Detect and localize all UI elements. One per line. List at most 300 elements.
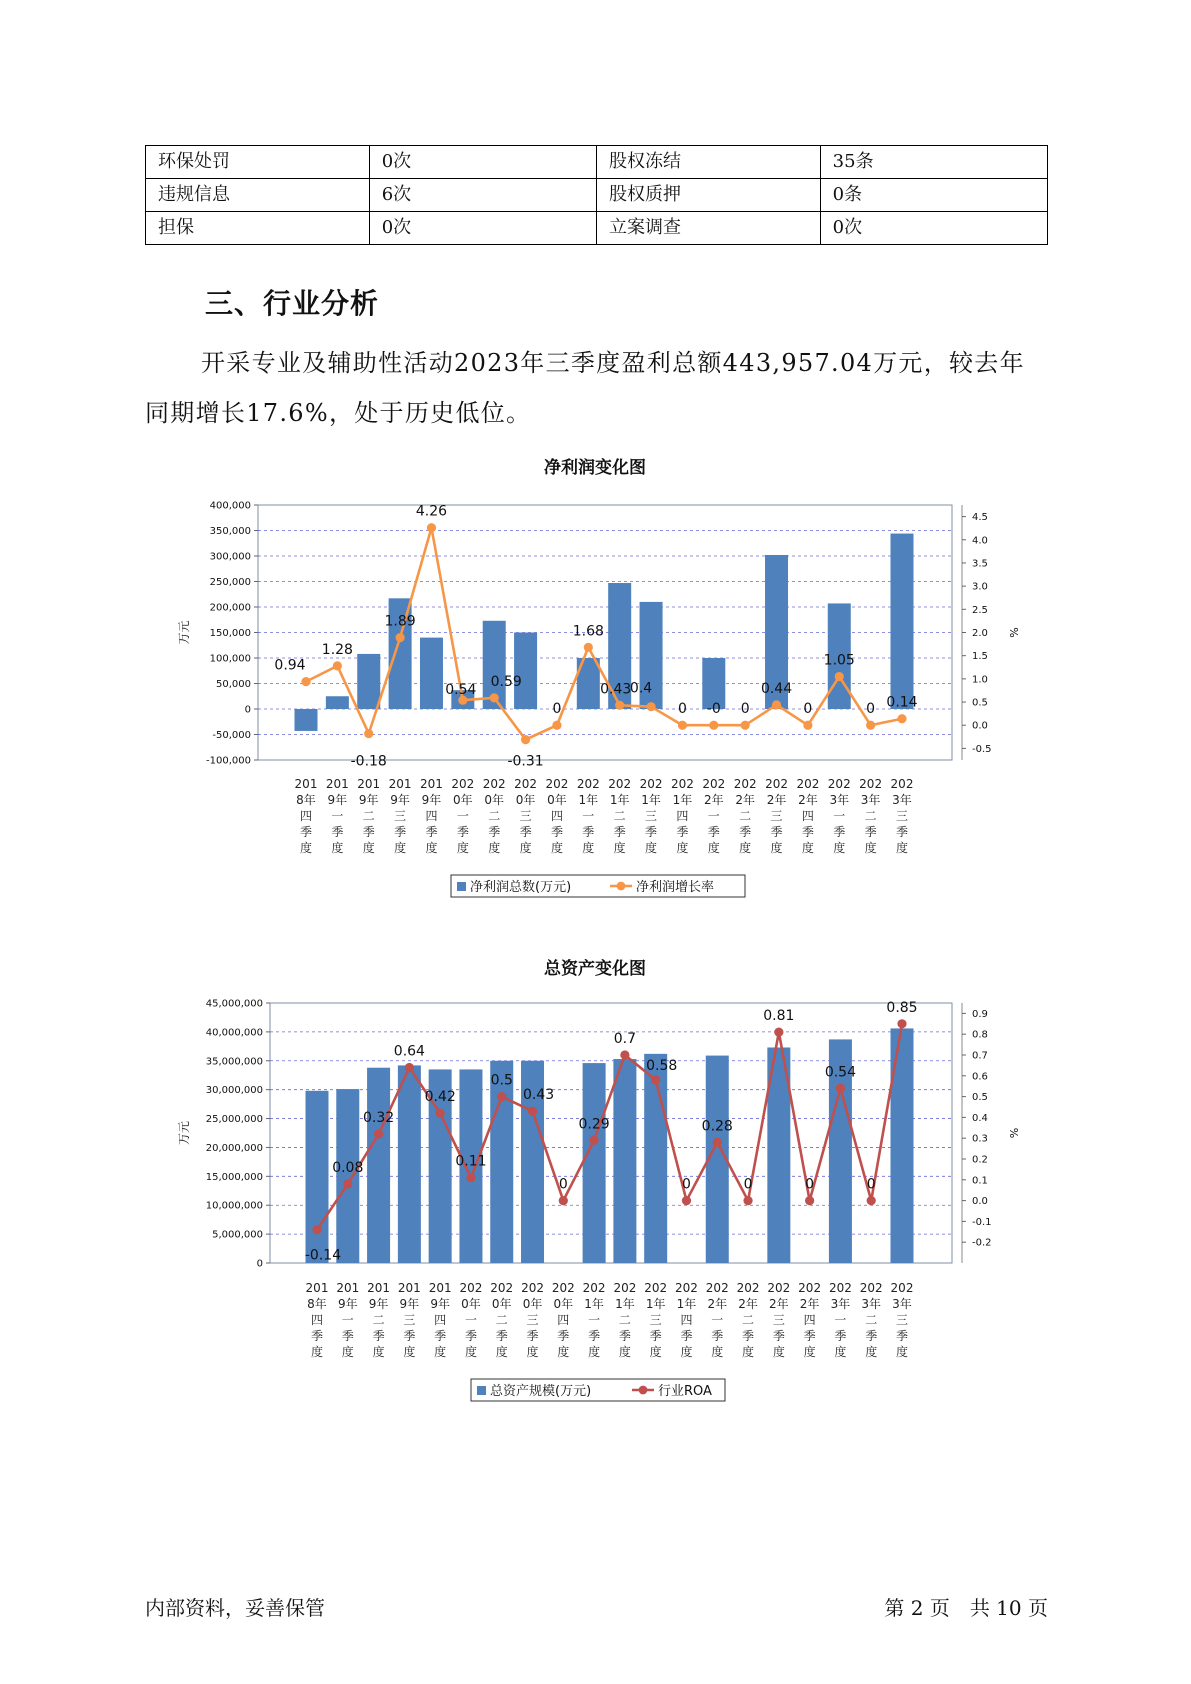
x-tick-label: 3年 <box>892 1297 912 1311</box>
data-label: -0.18 <box>350 753 387 770</box>
y-tick-label: -100,000 <box>206 755 251 767</box>
line-point <box>741 721 750 730</box>
x-tick-label: 三 <box>645 809 658 823</box>
data-label: 0.28 <box>701 1118 733 1135</box>
y-tick-label: 25,000,000 <box>205 1114 263 1126</box>
data-label: 0.85 <box>886 999 918 1016</box>
x-tick-label: 度 <box>456 841 469 855</box>
x-tick-label: 二 <box>865 1313 878 1327</box>
data-label: 0.14 <box>886 694 918 711</box>
x-tick-label: 3年 <box>892 793 912 807</box>
line-point <box>374 1129 383 1138</box>
y2-tick-label: 3.0 <box>972 581 988 593</box>
x-tick-label: 季 <box>341 1329 354 1343</box>
y-tick-label: 250,000 <box>209 577 251 588</box>
x-tick-label: 度 <box>372 1345 385 1359</box>
x-tick-label: 202 <box>545 777 569 791</box>
x-tick-label: 季 <box>680 1329 693 1343</box>
y-tick-label: 50,000 <box>216 679 251 690</box>
x-tick-label: 1年 <box>584 1297 604 1311</box>
x-tick-label: 度 <box>895 841 909 855</box>
x-tick-label: 四 <box>680 1313 693 1327</box>
data-label: 0.54 <box>445 682 477 699</box>
x-tick-label: 0年 <box>461 1297 481 1311</box>
bar <box>420 638 443 709</box>
x-tick-label: 1年 <box>672 793 693 807</box>
x-tick-label: 度 <box>488 841 501 855</box>
x-tick-label: 202 <box>890 1281 914 1295</box>
x-tick-label: 度 <box>742 1345 755 1359</box>
x-tick-label: 0年 <box>484 793 505 807</box>
x-tick-label: 202 <box>827 777 851 791</box>
y-tick-label: 100,000 <box>209 653 251 665</box>
y-tick-label: 45,000,000 <box>205 998 263 1010</box>
data-label: 0.43 <box>522 1087 555 1104</box>
data-label: 0 <box>866 701 876 718</box>
x-tick-label: 202 <box>767 1281 791 1295</box>
legend-line-label: 净利润增长率 <box>636 880 715 895</box>
x-tick-label: 度 <box>864 841 877 855</box>
y2-tick-label: -0.1 <box>972 1216 992 1228</box>
y2-tick-label: -0.5 <box>972 743 992 755</box>
x-tick-label: 202 <box>521 1281 544 1295</box>
x-tick-label: 季 <box>834 1329 847 1343</box>
x-tick-label: 202 <box>644 1281 668 1295</box>
x-tick-label: 202 <box>705 1281 729 1295</box>
x-tick-label: 9年 <box>421 793 442 807</box>
x-tick-label: 2年 <box>769 1297 789 1311</box>
x-tick-label: 度 <box>865 1345 878 1359</box>
data-label: 0.43 <box>600 681 632 698</box>
y2-tick-label: 0.9 <box>972 1008 988 1020</box>
y2-tick-label: -0.2 <box>972 1237 992 1249</box>
x-tick-label: 二 <box>613 809 626 823</box>
x-tick-label: 202 <box>733 777 757 791</box>
x-tick-label: 0年 <box>453 793 473 807</box>
x-tick-label: 度 <box>394 841 407 855</box>
x-tick-label: 202 <box>736 1281 760 1295</box>
x-tick-label: 度 <box>680 1345 693 1359</box>
y-tick-label: -50,000 <box>212 730 251 741</box>
x-tick-label: 9年 <box>358 793 379 807</box>
line-point <box>803 721 812 730</box>
y-tick-label: 15,000,000 <box>205 1171 263 1183</box>
x-tick-label: 季 <box>739 825 752 839</box>
x-tick-label: 三 <box>649 1313 662 1327</box>
table-row <box>146 212 1048 245</box>
data-label: 0 <box>743 1176 753 1193</box>
x-tick-label: 四 <box>550 809 563 823</box>
x-tick-label: 季 <box>895 825 909 839</box>
chart-svg <box>0 950 1191 1410</box>
table-label-cell: 股权冻结 <box>596 146 820 179</box>
x-tick-label: 度 <box>588 1345 601 1359</box>
x-tick-label: 202 <box>459 1281 483 1295</box>
bar <box>644 1054 667 1263</box>
x-tick-label: 季 <box>550 825 563 839</box>
legend-bar-swatch <box>477 1386 486 1395</box>
risk-info-table <box>145 145 1048 245</box>
x-tick-label: 季 <box>456 825 469 839</box>
x-tick-label: 度 <box>833 841 846 855</box>
x-tick-label: 202 <box>828 1281 852 1295</box>
y-tick-label: 150,000 <box>209 628 251 639</box>
x-tick-label: 一 <box>331 809 344 823</box>
bar <box>357 654 380 709</box>
data-label: 4.26 <box>415 503 448 520</box>
x-tick-label: 一 <box>834 1313 847 1327</box>
x-tick-label: 季 <box>649 1329 662 1343</box>
data-label: 0.59 <box>490 673 522 690</box>
table-row <box>146 146 1048 179</box>
y2-tick-label: 0.5 <box>972 697 988 709</box>
x-tick-label: 一 <box>464 1313 477 1327</box>
bar <box>583 1063 606 1263</box>
x-tick-label: 季 <box>372 1329 385 1343</box>
x-tick-label: 二 <box>742 1313 755 1327</box>
x-tick-label: 202 <box>796 777 820 791</box>
y-tick-label: 5,000,000 <box>212 1229 263 1241</box>
footer-page-number: 第 2 页 共 10 页 <box>884 1596 1048 1620</box>
line-point <box>835 672 844 681</box>
line-point <box>590 1136 599 1145</box>
x-tick-label: 2年 <box>766 793 787 807</box>
x-tick-label: 9年 <box>368 1297 389 1311</box>
data-label: 0 <box>740 701 750 718</box>
x-tick-label: 9年 <box>327 793 348 807</box>
y2-tick-label: 2.5 <box>972 604 988 616</box>
x-tick-label: 202 <box>765 777 788 791</box>
x-tick-label: 季 <box>833 825 846 839</box>
x-tick-label: 2年 <box>703 793 724 807</box>
y2-tick-label: 2.0 <box>972 628 988 639</box>
x-tick-label: 季 <box>310 1329 324 1343</box>
x-tick-label: 季 <box>557 1329 570 1343</box>
x-tick-label: 季 <box>711 1329 724 1343</box>
x-tick-label: 一 <box>588 1313 601 1327</box>
chart-title: 净利润变化图 <box>544 458 646 478</box>
x-tick-label: 度 <box>707 841 720 855</box>
y-tick-label: 350,000 <box>209 526 251 537</box>
line-point <box>343 1179 352 1188</box>
bar <box>326 696 349 709</box>
x-tick-label: 度 <box>464 1345 477 1359</box>
x-tick-label: 度 <box>711 1345 724 1359</box>
data-label: 0.5 <box>490 1072 513 1089</box>
x-tick-label: 季 <box>403 1329 416 1343</box>
x-tick-label: 0年 <box>515 793 536 807</box>
x-tick-label: 季 <box>425 825 438 839</box>
x-tick-label: 度 <box>739 841 752 855</box>
x-tick-label: 度 <box>403 1345 416 1359</box>
y2-tick-label: 1.5 <box>972 651 988 663</box>
line-point <box>682 1196 691 1205</box>
x-tick-label: 二 <box>618 1313 631 1327</box>
x-tick-label: 度 <box>519 841 532 855</box>
line-point <box>774 1028 783 1037</box>
table-label-cell: 担保 <box>146 212 370 245</box>
x-tick-label: 度 <box>770 841 783 855</box>
data-label: 0.94 <box>274 657 306 674</box>
x-tick-label: 201 <box>336 1281 360 1295</box>
x-tick-label: 202 <box>639 777 663 791</box>
y-tick-label: 30,000,000 <box>205 1085 263 1097</box>
x-tick-label: 四 <box>434 1313 447 1327</box>
x-tick-label: 202 <box>675 1281 698 1295</box>
x-tick-label: 一 <box>456 809 469 823</box>
table-value-cell: 0条 <box>820 179 1047 212</box>
line-point <box>301 677 310 686</box>
x-tick-label: 四 <box>803 1313 816 1327</box>
line-point <box>497 1092 506 1101</box>
data-label: 1.68 <box>572 623 604 640</box>
x-tick-label: 202 <box>482 777 506 791</box>
legend-line-label: 行业ROA <box>658 1384 712 1399</box>
legend-line-marker <box>617 882 626 891</box>
x-tick-label: 季 <box>707 825 720 839</box>
x-tick-label: 一 <box>711 1313 724 1327</box>
line-point <box>552 721 561 730</box>
bar <box>613 1059 636 1263</box>
x-tick-label: 季 <box>519 825 532 839</box>
x-tick-label: 季 <box>588 1329 601 1343</box>
data-label: 0.81 <box>763 1008 795 1025</box>
data-label: 0 <box>552 701 562 718</box>
x-tick-label: 201 <box>367 1281 391 1295</box>
bar <box>367 1068 390 1263</box>
data-label: 1.28 <box>321 641 353 658</box>
net-profit-chart <box>0 455 1191 925</box>
line-point <box>646 702 655 711</box>
x-tick-label: 202 <box>702 777 726 791</box>
x-tick-label: 3年 <box>829 793 850 807</box>
x-tick-label: 度 <box>310 1345 324 1359</box>
bar <box>295 709 318 731</box>
x-tick-label: 季 <box>495 1329 508 1343</box>
section-heading: 三、行业分析 <box>205 287 380 320</box>
line-point <box>620 1050 629 1059</box>
x-tick-label: 201 <box>397 1281 421 1295</box>
table-row <box>146 179 1048 212</box>
x-tick-label: 201 <box>294 777 318 791</box>
y-tick-label: 400,000 <box>209 500 251 512</box>
table-label-cell: 环保处罚 <box>146 146 370 179</box>
line-point <box>772 700 781 709</box>
bar <box>891 534 914 709</box>
x-tick-label: 2年 <box>799 1297 820 1311</box>
data-label: 0 <box>558 1176 568 1193</box>
x-tick-label: 202 <box>670 777 694 791</box>
chart-title: 总资产变化图 <box>544 959 646 979</box>
data-label: 0.7 <box>613 1031 637 1047</box>
x-tick-label: 二 <box>372 1313 385 1327</box>
x-tick-label: 9年 <box>390 793 410 807</box>
data-label: 0 <box>805 1176 815 1193</box>
x-tick-label: 四 <box>801 809 814 823</box>
data-label: -0.14 <box>304 1247 342 1264</box>
table-label-cell: 立案调查 <box>596 212 820 245</box>
x-tick-label: 四 <box>557 1313 570 1327</box>
table-value-cell: 6次 <box>369 179 596 212</box>
x-tick-label: 3年 <box>861 1297 882 1311</box>
x-tick-label: 四 <box>676 809 689 823</box>
data-label: 0.42 <box>424 1089 456 1106</box>
data-label: -0.31 <box>507 753 544 770</box>
x-tick-label: 202 <box>798 1281 822 1295</box>
x-tick-label: 二 <box>362 809 375 823</box>
x-tick-label: 一 <box>833 809 846 823</box>
y2-tick-label: 0.1 <box>972 1175 988 1187</box>
y2-tick-label: 4.5 <box>972 512 988 524</box>
x-tick-label: 二 <box>495 1313 508 1327</box>
line-point <box>866 721 875 730</box>
line-point <box>836 1084 845 1093</box>
x-tick-label: 201 <box>388 777 412 791</box>
y-axis-title: 万元 <box>177 1120 191 1146</box>
y2-tick-label: 4.0 <box>972 535 988 547</box>
y2-tick-label: 3.5 <box>972 558 988 570</box>
x-tick-label: 度 <box>895 1345 909 1359</box>
section-paragraph: 开采专业及辅助性活动2023年三季度盈利总额443,957.04万元，较去年同期增长17.6%，处于历史低位。 <box>145 349 1025 427</box>
table-label-cell: 违规信息 <box>146 179 370 212</box>
x-tick-label: 二 <box>488 809 501 823</box>
y2-tick-label: 0.0 <box>972 1196 988 1208</box>
y2-tick-label: 0.5 <box>972 1092 988 1104</box>
x-tick-label: 度 <box>803 1345 816 1359</box>
line-point <box>312 1225 321 1234</box>
x-tick-label: 202 <box>490 1281 514 1295</box>
data-label: 0.32 <box>362 1110 395 1127</box>
x-tick-label: 度 <box>362 841 375 855</box>
y-tick-label: 35,000,000 <box>205 1056 263 1068</box>
x-tick-label: 季 <box>645 825 658 839</box>
x-tick-label: 202 <box>576 777 600 791</box>
line-point <box>333 661 342 670</box>
x-tick-label: 201 <box>305 1281 329 1295</box>
y2-tick-label: 0.0 <box>972 720 988 732</box>
y-tick-label: 10,000,000 <box>205 1200 263 1212</box>
x-tick-label: 201 <box>325 777 349 791</box>
x-tick-label: 季 <box>801 825 814 839</box>
x-tick-label: 季 <box>895 1329 909 1343</box>
line-point <box>743 1196 752 1205</box>
x-tick-label: 一 <box>341 1313 354 1327</box>
x-tick-label: 201 <box>428 1281 452 1295</box>
x-tick-label: 度 <box>613 841 626 855</box>
y-axis-title: 万元 <box>177 620 191 645</box>
data-label: 0.4 <box>629 680 653 697</box>
y2-axis-title: % <box>1007 1127 1020 1139</box>
bar <box>336 1089 359 1263</box>
total-assets-chart <box>0 950 1191 1410</box>
x-tick-label: 度 <box>645 841 658 855</box>
line-point <box>584 643 593 652</box>
x-tick-label: 度 <box>299 841 313 855</box>
table-label-cell: 股权质押 <box>596 179 820 212</box>
x-tick-label: 202 <box>890 777 914 791</box>
line-point <box>521 735 530 744</box>
x-tick-label: 度 <box>772 1345 785 1359</box>
y-tick-label: 20,000,000 <box>205 1142 263 1154</box>
x-tick-label: 三 <box>519 809 532 823</box>
x-tick-label: 201 <box>420 777 443 791</box>
x-tick-label: 季 <box>434 1329 447 1343</box>
y2-tick-label: 1.0 <box>972 674 988 686</box>
x-tick-label: 季 <box>803 1329 816 1343</box>
x-tick-label: 202 <box>514 777 538 791</box>
x-tick-label: 度 <box>434 1345 447 1359</box>
table-value-cell: 0次 <box>369 146 596 179</box>
x-tick-label: 季 <box>618 1329 631 1343</box>
x-tick-label: 季 <box>676 825 689 839</box>
x-tick-label: 1年 <box>609 793 630 807</box>
data-label: 0 <box>677 701 687 718</box>
y2-tick-label: 0.2 <box>972 1154 988 1166</box>
x-tick-label: 9年 <box>399 1297 420 1311</box>
data-label: 0.44 <box>760 680 793 697</box>
x-tick-label: 度 <box>801 841 814 855</box>
data-label: 0.54 <box>824 1064 857 1081</box>
line-point <box>678 721 687 730</box>
x-tick-label: 四 <box>310 1313 324 1327</box>
y2-tick-label: 0.3 <box>972 1133 988 1145</box>
x-tick-label: 二 <box>864 809 877 823</box>
y-tick-label: 0 <box>256 1258 263 1270</box>
line-point <box>396 633 405 642</box>
x-tick-label: 季 <box>770 825 783 839</box>
x-tick-label: 9年 <box>337 1297 358 1311</box>
x-tick-label: 三 <box>526 1313 539 1327</box>
x-tick-label: 1年 <box>578 793 599 807</box>
x-tick-label: 2年 <box>707 1297 728 1311</box>
x-tick-label: 0年 <box>553 1297 574 1311</box>
data-label: 0.29 <box>578 1116 610 1133</box>
x-tick-label: 度 <box>341 1345 354 1359</box>
x-tick-label: 二 <box>739 809 752 823</box>
x-tick-label: 季 <box>299 825 313 839</box>
y2-tick-label: 0.4 <box>972 1112 988 1124</box>
legend-line-marker <box>639 1386 648 1395</box>
y-tick-label: 300,000 <box>209 551 251 563</box>
line-point <box>805 1196 814 1205</box>
line-point <box>651 1075 660 1084</box>
x-tick-label: 季 <box>864 825 877 839</box>
x-tick-label: 8年 <box>296 793 316 807</box>
x-tick-label: 202 <box>613 1281 637 1295</box>
x-tick-label: 8年 <box>307 1297 327 1311</box>
data-label: 0.64 <box>393 1043 425 1060</box>
x-tick-label: 度 <box>618 1345 631 1359</box>
table-value-cell: 0次 <box>820 212 1047 245</box>
y-tick-label: 40,000,000 <box>205 1027 263 1039</box>
line-point <box>436 1109 445 1118</box>
y-tick-label: 200,000 <box>209 602 251 614</box>
line-point <box>867 1196 876 1205</box>
line-point <box>427 523 436 532</box>
x-tick-label: 9年 <box>430 1297 450 1311</box>
line-point <box>709 721 718 730</box>
x-tick-label: 季 <box>488 825 501 839</box>
x-tick-label: 1年 <box>676 1297 697 1311</box>
x-tick-label: 202 <box>859 777 883 791</box>
x-tick-label: 季 <box>526 1329 539 1343</box>
x-tick-label: 三 <box>394 809 407 823</box>
data-label: 0 <box>866 1176 876 1193</box>
x-tick-label: 一 <box>707 809 720 823</box>
legend-bar-label: 净利润总数(万元) <box>470 880 572 895</box>
x-tick-label: 0年 <box>522 1297 543 1311</box>
x-tick-label: 四 <box>299 809 313 823</box>
